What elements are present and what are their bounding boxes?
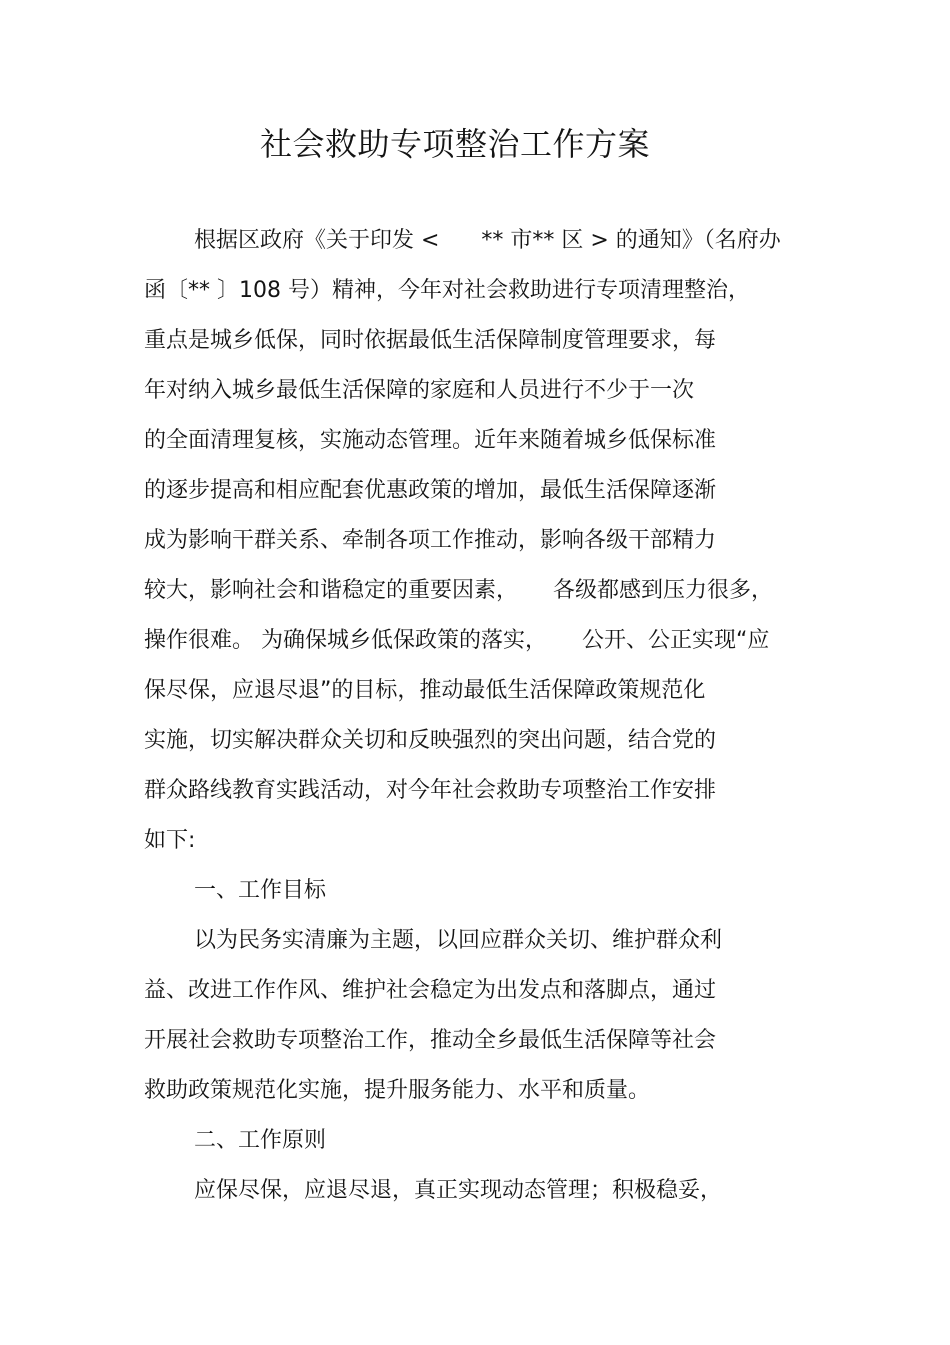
paragraph-line: 成为影响干群关系、牵制各项工作推动，影响各级干部精力 [144,528,717,553]
paragraph-line: 开展社会救助专项整治工作，推动全乡最低生活保障等社会 [144,1028,717,1053]
paragraph-line: 年对纳入城乡最低生活保障的家庭和人员进行不少于一次 [144,378,695,403]
paragraph-line: 保尽保，应退尽退”的目标，推动最低生活保障政策规范化 [144,678,706,703]
paragraph-line: 益、改进工作作风、维护社会稳定为出发点和落脚点，通过 [144,978,717,1003]
paragraph-line: 重点是城乡低保，同时依据最低生活保障制度管理要求，每 [144,328,717,353]
section-heading-principles: 二、工作原则 [194,1128,327,1153]
paragraph-line: 操作很难。 为确保城乡低保政策的落实， 公开、公正实现“应 [144,628,770,653]
paragraph-line: 群众路线教育实践活动，对今年社会救助专项整治工作安排 [144,778,717,803]
paragraph-line: 较大，影响社会和谐稳定的重要因素， 各级都感到压力很多， [144,578,773,603]
paragraph-line: 函〔** 〕108 号）精神，今年对社会救助进行专项清理整治， [144,278,750,303]
paragraph-line: 如下: [144,828,196,853]
paragraph-line: 救助政策规范化实施，提升服务能力、水平和质量。 [144,1078,651,1103]
paragraph-line: 根据区政府《关于印发 < ** 市** 区 > 的通知》（名府办 [194,228,781,253]
paragraph-line: 的逐步提高和相应配套优惠政策的增加，最低生活保障逐渐 [144,478,717,503]
paragraph-line: 以为民务实清廉为主题，以回应群众关切、维护群众利 [194,928,723,953]
document-title: 社会救助专项整治工作方案 [259,125,650,163]
paragraph-line: 应保尽保，应退尽退，真正实现动态管理；积极稳妥， [194,1178,723,1203]
paragraph-line: 的全面清理复核，实施动态管理。近年来随着城乡低保标准 [144,428,717,453]
paragraph-line: 实施，切实解决群众关切和反映强烈的突出问题，结合党的 [144,728,717,753]
section-heading-goals: 一、工作目标 [194,878,327,903]
